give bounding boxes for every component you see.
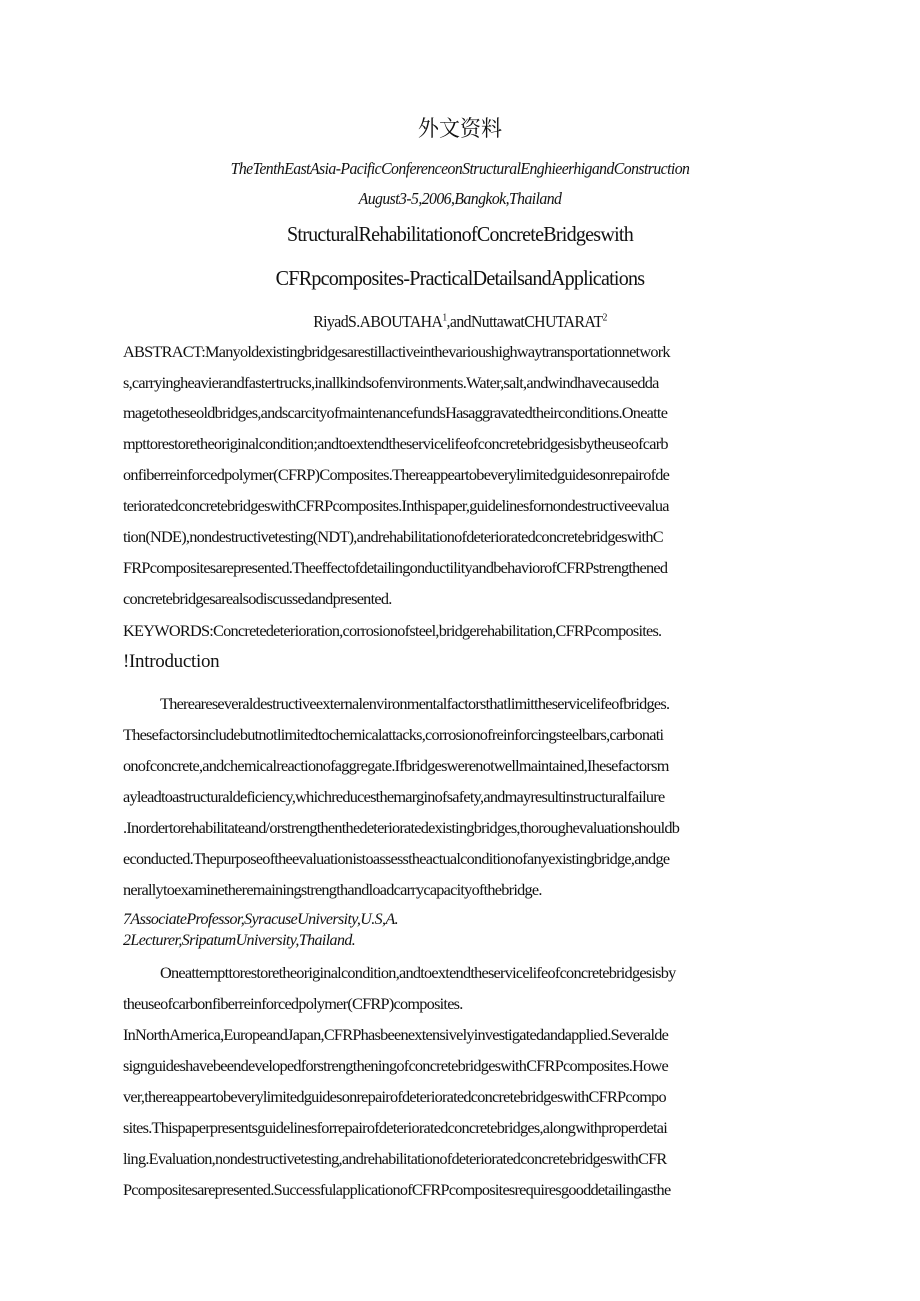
paragraph-line: sites.Thispaperpresentsguidelinesforrepairofdeterioratedconcretebridges,alongwithproperdetai (123, 1118, 668, 1137)
paragraph-line: ling.Evaluation,nondestructivetesting,andrehabilitationofdeterioratedconcretebridgeswithCFR (123, 1149, 667, 1168)
footnote: 2Lecturer,SripatumUniversity,Thailand. (123, 932, 356, 949)
abstract-line: FRPcompositesarepresented.TheeffectofdetailingonductilityandbehaviorofCFRPstrengthened (123, 558, 668, 577)
paragraph-line: InNorthAmerica,EuropeandJapan,CFRPhasbeenextensivelyinvestigatedandapplied.Severalde (123, 1025, 669, 1044)
abstract-line: ABSTRACT:Manyoldexistingbridgesarestillactiveinthevarioushighwaytransportationnetwork (123, 342, 670, 361)
author-1: RiyadS.ABOUTAHA (313, 312, 443, 331)
paragraph-line: signguideshavebeendevelopedforstrengtheningofconcretebridgeswithCFRPcomposites.Howe (123, 1056, 668, 1075)
keywords: KEYWORDS:Concretedeterioration,corrosionofsteel,bridgerehabilitation,CFRPcomposites. (123, 621, 662, 640)
abstract-line: magetotheseoldbridges,andscarcityofmaintenancefundsHasaggravatedtheirconditions.Oneatte (123, 403, 668, 422)
author-1-footnote-mark: 1 (442, 312, 447, 324)
paper-title-line-2: CFRpcomposites-PracticalDetailsandApplications (275, 266, 645, 290)
paragraph-line: Pcompositesarepresented.SuccessfulapplicationofCFRPcompositesrequiresgooddetailingasthe (123, 1180, 671, 1199)
paragraph-line: econducted.Thepurposeoftheevaluationistoassesstheactualconditionofanyexistingbridge,andge (123, 849, 670, 868)
abstract-line: tion(NDE),nondestructivetesting(NDT),andrehabilitationofdeterioratedconcretebridgeswithC (123, 527, 663, 546)
paragraph-line: Thereareseveraldestructiveexternalenvironmentalfactorsthatlimittheservicelifeofbridges. (160, 694, 670, 713)
author-2-footnote-mark: 2 (602, 312, 607, 324)
paragraph-line: Thesefactorsincludebutnotlimitedtochemicalattacks,corrosionofreinforcingsteelbars,carbonati (123, 725, 664, 744)
paragraph-line: onofconcrete,andchemicalreactionofaggregate.Ifbridgeswerenotwellmaintained,Ihesefactorsm (123, 756, 669, 775)
paragraph-line: nerallytoexaminetheremainingstrengthandloadcarrycapacityofthebridge. (123, 880, 542, 899)
abstract-line: terioratedconcretebridgeswithCFRPcomposites.Inthispaper,guidelinesfornondestructiveevalua (123, 496, 669, 515)
conference-name: TheTenthEastAsia-PacificConferenceonStructuralEnghieerhigandConstruction (230, 159, 690, 178)
paragraph-line: .Inordertorehabilitateand/orstrengthenthedeterioratedexistingbridges,thoroughevaluationshouldb (123, 818, 680, 837)
paragraph-line: theuseofcarbonfiberreinforcedpolymer(CFRP)composites. (123, 994, 463, 1013)
section-heading-introduction: !Introduction (123, 651, 220, 672)
paragraph-line: ayleadtoastructuraldeficiency,whichreducesthemarginofsafety,andmayresultinstructuralfailure (123, 787, 665, 806)
author-2: ,andNuttawatCHUTARAT (446, 312, 603, 331)
abstract-line: concretebridgesarealsodiscussedandpresented. (123, 589, 392, 608)
abstract-line: onfiberreinforcedpolymer(CFRP)Composites.Thereappeartobeverylimitedguidesonrepairofde (123, 465, 670, 484)
paragraph-line: Oneattempttorestoretheoriginalcondition,andtoextendtheservicelifeofconcretebridgesisby (160, 963, 676, 982)
paper-title-line-1: StructuralRehabilitationofConcreteBridgeswith (286, 222, 634, 246)
abstract-line: mpttorestoretheoriginalcondition;andtoextendtheservicelifeofconcretebridgesisbytheuseofcarb (123, 434, 668, 453)
paragraph-line: ver,thereappeartobeverylimitedguidesonrepairofdeterioratedconcretebridgeswithCFRPcompo (123, 1087, 666, 1106)
authors (20, 312, 900, 332)
footnote: 7AssociateProfessor,SyracuseUniversity,U.S,A. (123, 911, 399, 928)
conference-dates: August3-5,2006,Bangkok,Thailand (358, 189, 562, 208)
abstract-line: s,carryingheavierandfastertrucks,inallkindsofenvironments.Water,salt,andwindhavecausedda (123, 373, 659, 392)
chinese-title: 外文资料 (417, 117, 503, 142)
